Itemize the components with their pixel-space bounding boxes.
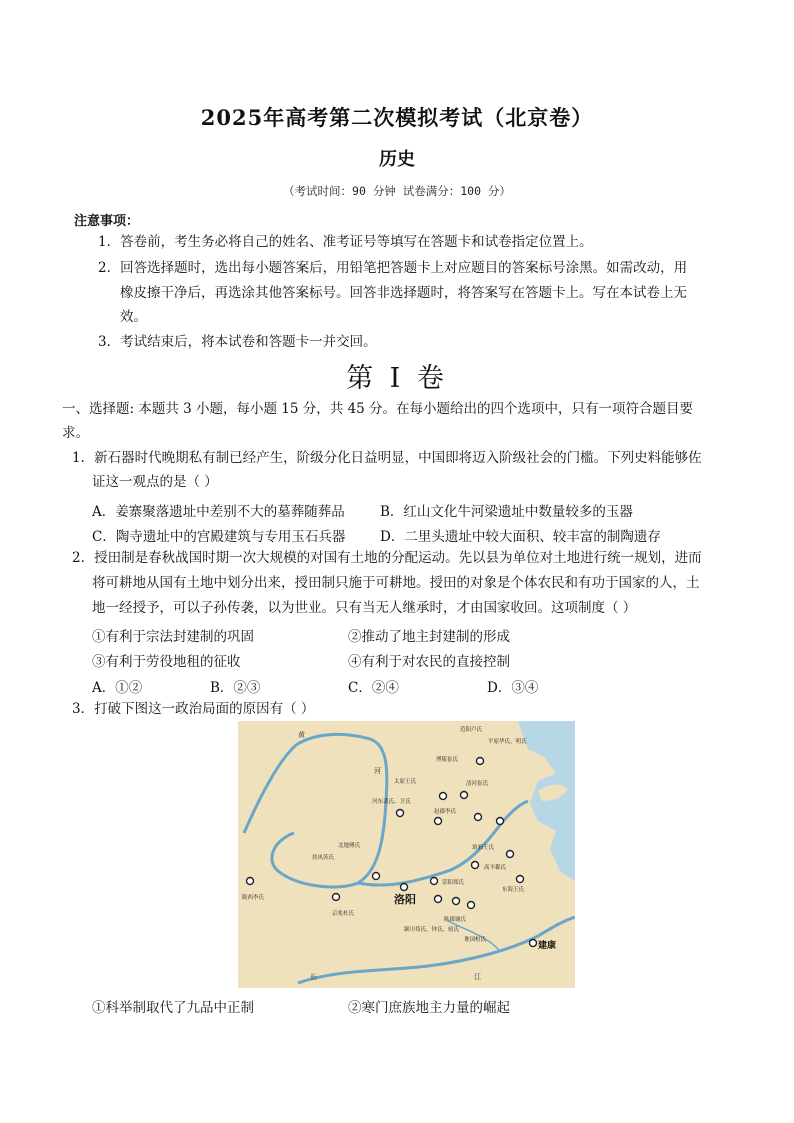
q2-statement-2: ②推动了地主封建制的形成	[348, 629, 510, 645]
river-label-4: 江	[474, 973, 481, 981]
q1-option-a: A．姜寨聚落遗址中差别不大的墓葬随葬品	[92, 504, 345, 520]
dot-zhaojun	[435, 818, 442, 825]
city-luoyang: 洛阳	[394, 893, 416, 906]
notice-item-2-line-3: 效。	[120, 309, 147, 325]
dot-fufeng	[333, 894, 340, 901]
q2-stem-line-3: 地一经授予，可以子孙传袭，以为世业。只有当无人继承时，才由国家收回。这项制度（ ）	[92, 600, 637, 616]
dot-langya	[507, 851, 514, 858]
dot-qiaoguo	[468, 902, 475, 909]
q3-stem: 3．打破下图这一政治局面的原因有（ ）	[72, 701, 315, 717]
dot-gaoping	[472, 862, 479, 869]
dot-jingzhao2	[373, 873, 380, 880]
dot-jiankang	[530, 940, 537, 947]
clan-longxi: 陇西李氏	[242, 895, 265, 901]
q3-statement-1: ①科举制取代了九品中正制	[92, 1000, 254, 1016]
river-label-3: 长	[310, 973, 317, 981]
clan-taiyuan: 太原王氏	[394, 779, 417, 785]
q2-statement-3: ③有利于劳役地租的征收	[92, 654, 241, 670]
clan-boling: 博陵崔氏	[436, 757, 459, 763]
clan-beidi: 北地傅氏	[338, 843, 361, 849]
river-label-2: 河	[374, 767, 381, 775]
clan-distribution-map	[238, 721, 575, 988]
dot-pingyuan	[497, 818, 504, 825]
dot-longxi	[247, 878, 254, 885]
clan-gaoping: 高平郗氏	[484, 865, 507, 871]
dot-taiyuan	[440, 793, 447, 800]
clan-hedong: 河东裴氏、卫氏	[372, 799, 411, 805]
clan-qinghe: 清河崔氏	[466, 781, 489, 787]
notice-item-3: 3．考试结束后，将本试卷和答题卡一并交回。	[98, 334, 377, 350]
q2-stem-line-2: 将可耕地从国有土地中划分出来，授田制只施于可耕地。授田的对象是个体农民和有功于国家的人，土	[92, 575, 700, 591]
q2-statement-4: ④有利于对农民的直接控制	[348, 654, 510, 670]
dot-luoyang	[401, 884, 408, 891]
subject-title: 历史	[379, 149, 415, 170]
exam-info: （考试时间：90 分钟 试卷满分：100 分）	[283, 184, 511, 198]
dot-hedong	[397, 810, 404, 817]
q2-stem-line-1: 2．授田制是春秋战国时期一次大规模的对国有土地的分配运动。先以县为单位对土地进行统一规划，进而	[72, 550, 702, 566]
q2-option-a: A．①②	[92, 680, 143, 696]
dot-chenjun	[453, 898, 460, 905]
dot-fanyang	[477, 758, 484, 765]
clan-zhaojun: 赵郡李氏	[434, 809, 457, 815]
clan-donghai: 东海王氏	[502, 887, 525, 893]
clan-langya: 琅邪王氏	[472, 845, 495, 851]
section-intro-line-2: 求。	[62, 425, 89, 441]
map-background	[238, 721, 575, 988]
q1-option-b: B．红山文化牛河梁遗址中数量较多的玉器	[380, 504, 633, 520]
q2-option-b: B．②③	[210, 680, 261, 696]
notice-item-1: 1．答卷前，考生务必将自己的姓名、准考证号等填写在答题卡和试卷指定位置上。	[98, 234, 593, 250]
notice-item-2-line-1: 2．回答选择题时，选出每小题答案后，用铅笔把答题卡上对应题目的答案标号涂黑。如需改动，用	[98, 260, 688, 276]
clan-pingyuan: 平原华氏、明氏	[488, 739, 527, 745]
clan-fanyang: 范阳卢氏	[460, 727, 483, 733]
q1-stem-line-1: 1．新石器时代晚期私有制已经产生，阶级分化日益明显，中国即将迈入阶级社会的门槛。下列史料能够佐	[72, 450, 702, 466]
dot-donghai	[517, 876, 524, 883]
q2-statement-1: ①有利于宗法封建制的巩固	[92, 629, 254, 645]
q1-stem-line-2: 证这一观点的是（ ）	[92, 474, 218, 490]
q1-option-d: D．二里头遗址中较大面积、较丰富的制陶遗存	[380, 529, 661, 545]
city-jiankang: 建康	[538, 941, 557, 951]
q2-option-d: D．③④	[487, 680, 539, 696]
q3-statement-2: ②寒门庶族地主力量的崛起	[348, 1000, 510, 1016]
clan-qiaoguo: 谯国桓氏	[464, 937, 487, 943]
exam-title: 2025年高考第二次模拟考试（北京卷）	[200, 105, 594, 130]
dot-xingyang	[431, 878, 438, 885]
dot-yingchuan	[435, 896, 442, 903]
river-label-1: 黄	[298, 731, 305, 739]
dot-qinghe	[475, 814, 482, 821]
clan-fufeng: 扶风苏氏	[312, 855, 335, 861]
clan-xingyang: 荥阳郑氏	[442, 880, 465, 886]
volume-heading: 第 I 卷	[346, 363, 448, 394]
q1-option-c: C．陶寺遗址中的宫殿建筑与专用玉石兵器	[92, 529, 346, 545]
section-intro-line-1: 一、选择题: 本题共 3 小题，每小题 15 分，共 45 分。在每小题给出的四个选项中，只有一项符合题目要	[62, 401, 694, 417]
notice-item-2-line-2: 橡皮擦干净后，再选涂其他答案标号。回答非选择题时，将答案写在答题卡上。写在本试卷上无	[120, 285, 687, 301]
q2-option-c: C．②④	[348, 680, 399, 696]
clan-jingzhao: 京兆杜氏	[332, 911, 355, 917]
clan-chenjun: 陈郡谢氏	[444, 917, 467, 923]
notice-heading: 注意事项：	[74, 214, 140, 229]
dot-boling	[461, 792, 468, 799]
clan-yingchuan: 颍川荀氏、钟氏、庾氏	[404, 927, 460, 933]
